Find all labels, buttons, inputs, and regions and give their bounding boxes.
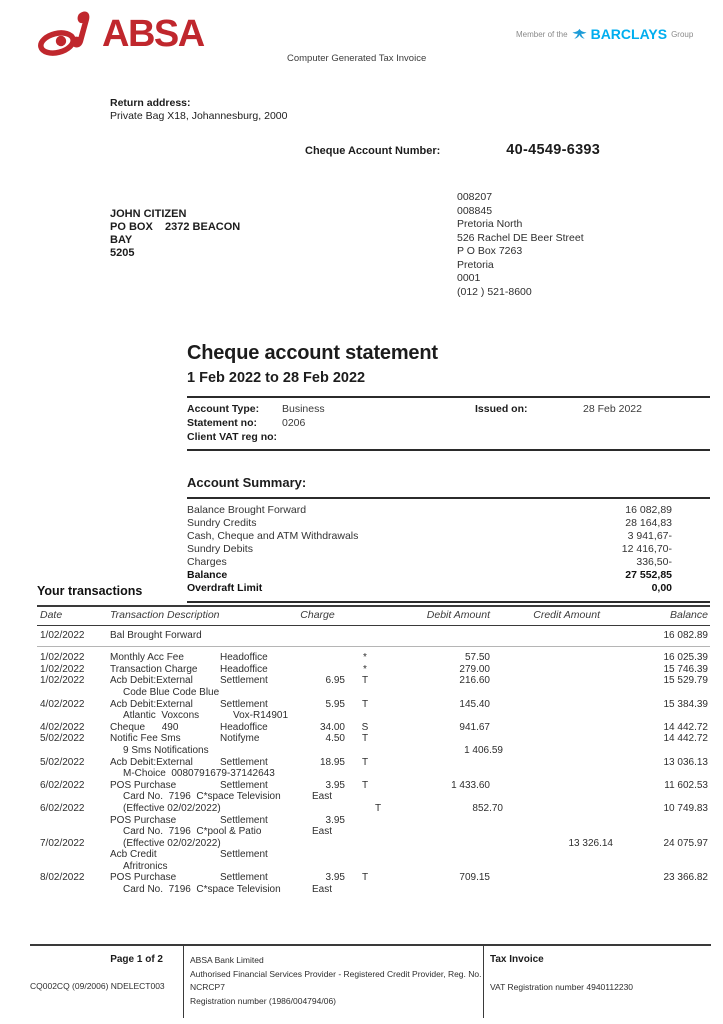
branch-address-line: P O Box 7263 — [457, 245, 523, 257]
cell-marker — [358, 745, 398, 757]
cheque-account-number — [305, 142, 600, 158]
cell-debit-amount — [398, 768, 503, 780]
transactions-table-body — [37, 626, 710, 896]
customer-address-line: 5205 — [110, 247, 135, 259]
cell-description: POS Purchase — [110, 872, 177, 884]
cell-charge: 3.95 — [325, 814, 345, 826]
cell-date: 1/02/2022 — [40, 663, 85, 675]
transaction-row — [37, 733, 710, 745]
cell-date — [37, 884, 110, 896]
cell-date: 6/02/2022 — [40, 779, 85, 791]
cell-balance — [613, 861, 710, 873]
cell-charge: East — [312, 884, 333, 896]
cell-description: Card No. 7196 C*space Television — [123, 884, 281, 896]
cell-debit-amount — [385, 815, 490, 827]
customer-address-block — [110, 208, 240, 260]
cell-description-detail — [233, 745, 303, 757]
cell-description-detail: Settlement — [220, 779, 268, 791]
footer-left — [30, 946, 183, 1018]
cell-charge — [290, 664, 345, 676]
bank-legal-line: ABSA Bank Limited — [190, 955, 264, 965]
info-row — [187, 430, 710, 444]
cell-description: Transaction Charge — [110, 663, 198, 675]
transaction-row — [37, 699, 710, 711]
account-summary-heading: Account Summary: — [187, 475, 710, 499]
summary-row — [187, 543, 710, 556]
transaction-row — [37, 815, 710, 827]
cell-marker — [358, 687, 398, 699]
cell-debit-amount: 941.67 — [459, 721, 490, 733]
cell-charge — [303, 803, 358, 815]
cell-debit-amount — [398, 710, 503, 722]
summary-value: 27 552,85 — [625, 569, 672, 581]
barclays-membership — [516, 26, 693, 42]
cell-date: 1/02/2022 — [40, 675, 85, 687]
cell-description: Bal Brought Forward — [110, 629, 202, 641]
member-suffix-label: Group — [671, 29, 694, 39]
cell-debit-amount: 57.50 — [464, 652, 490, 664]
bank-legal-line: Authorised Financial Services Provider - Registered Credit Provider, Reg. No. NCRCP7 — [190, 968, 482, 992]
cell-description-detail: Headoffice — [220, 663, 268, 675]
cell-marker: * — [363, 652, 367, 664]
cell-description: POS Purchase — [110, 779, 177, 791]
cell-credit-amount — [503, 745, 613, 757]
cell-balance: 10 749.83 — [663, 802, 708, 814]
cell-description: Atlantic Voxcons — [123, 710, 200, 722]
cell-charge: East — [312, 826, 333, 838]
client-vat-value — [297, 430, 490, 444]
cell-date: 6/02/2022 — [40, 802, 85, 814]
summary-label: Overdraft Limit — [187, 582, 263, 594]
cell-description-detail: Headoffice — [220, 721, 268, 733]
transaction-row — [37, 803, 710, 815]
cell-description: POS Purchase — [110, 814, 177, 826]
cell-marker: T — [361, 733, 369, 745]
return-address-value: Private Bag X18, Johannesburg, 2000 — [110, 110, 288, 122]
cell-description-detail: Notifyme — [220, 733, 260, 745]
cell-credit-amount — [490, 722, 600, 734]
document-subtitle: Computer Generated Tax Invoice — [287, 53, 427, 64]
cell-credit-amount — [490, 664, 600, 676]
info-row — [187, 416, 710, 430]
cell-date — [37, 849, 110, 861]
cell-description: Card No. 7196 C*pool & Patio — [123, 826, 262, 838]
cell-charge — [303, 745, 358, 757]
cell-debit-amount: 1 406.59 — [464, 744, 503, 756]
transaction-row — [37, 745, 710, 757]
cell-balance — [613, 710, 710, 722]
cell-description: Acb Debit:External — [110, 756, 193, 768]
col-header-date: Date — [40, 609, 63, 621]
col-header-balance: Balance — [670, 609, 708, 621]
transaction-row — [37, 722, 710, 734]
cell-debit-amount: 279.00 — [459, 663, 490, 675]
customer-address-line: PO BOX 2372 BEACON — [110, 221, 241, 233]
summary-label: Balance — [187, 569, 228, 581]
summary-value: 3 941,67- — [627, 530, 672, 542]
cell-credit-amount — [490, 815, 600, 827]
cell-credit-amount: 13 326.14 — [568, 837, 613, 849]
bank-legal-line: Registration number (1986/004794/06) — [190, 995, 337, 1006]
cell-charge: 18.95 — [319, 756, 345, 768]
cell-marker — [358, 838, 398, 850]
cell-balance: 15 746.39 — [663, 663, 708, 675]
transaction-row — [37, 768, 710, 780]
cell-charge — [303, 710, 358, 722]
statement-body — [187, 342, 710, 603]
cell-description-detail — [233, 803, 303, 815]
cell-description-detail: Settlement — [220, 698, 268, 710]
cell-charge — [303, 768, 358, 780]
absa-logo — [38, 10, 204, 58]
cell-date — [37, 826, 110, 838]
absa-wordmark: ABSA — [102, 13, 204, 55]
col-header-debit: Debit Amount — [426, 609, 490, 621]
footer-tax-box — [483, 946, 711, 1018]
summary-row — [187, 504, 710, 517]
branch-address-line: 008207 — [457, 191, 493, 203]
cell-balance: 15 529.79 — [663, 675, 708, 687]
cell-balance: 16 082.89 — [663, 629, 708, 641]
cell-marker — [367, 826, 407, 838]
cell-balance — [613, 768, 710, 780]
cell-marker: T — [361, 756, 369, 768]
cell-debit-amount: 216.60 — [459, 675, 490, 687]
cell-date: 4/02/2022 — [40, 698, 85, 710]
branch-address-line: 008845 — [457, 204, 493, 217]
cell-date: 8/02/2022 — [40, 872, 85, 884]
cell-charge — [290, 652, 345, 664]
cell-description: 9 Sms Notifications — [123, 744, 209, 756]
member-prefix-label: Member of the — [516, 29, 568, 39]
summary-value: 12 416,70- — [621, 543, 672, 555]
cell-marker — [367, 791, 407, 803]
cell-debit-amount — [398, 861, 503, 873]
branch-address-line: 526 Rachel DE Beer Street — [457, 231, 584, 244]
cell-credit-amount — [490, 733, 600, 745]
cell-date — [37, 745, 110, 757]
cell-balance: 13 036.13 — [663, 756, 708, 768]
cell-debit-amount: 1 433.60 — [451, 779, 490, 791]
cell-description-detail — [233, 861, 303, 873]
cell-charge: 34.00 — [319, 721, 345, 733]
cell-balance — [600, 815, 710, 827]
statement-period: 1 Feb 2022 to 28 Feb 2022 — [187, 370, 366, 386]
cell-marker — [358, 861, 398, 873]
cell-credit-amount — [490, 872, 600, 884]
cell-credit-amount — [490, 652, 600, 664]
cell-balance — [613, 687, 710, 699]
col-header-credit: Credit Amount — [533, 609, 600, 621]
cell-credit-amount — [503, 687, 613, 699]
cell-balance: 14 442.72 — [663, 733, 708, 745]
cell-charge: 3.95 — [325, 872, 345, 884]
cell-marker — [358, 768, 398, 780]
cell-description: (Effective 02/02/2022) — [123, 802, 221, 814]
cell-debit-amount: 145.40 — [459, 698, 490, 710]
info-row — [187, 402, 710, 416]
cell-balance — [622, 791, 710, 803]
tax-invoice-label: Tax Invoice — [490, 954, 544, 965]
cell-marker: T — [361, 675, 369, 687]
transaction-row — [37, 710, 710, 722]
cell-balance — [600, 849, 710, 861]
page-title: Cheque account statement — [187, 342, 438, 364]
cell-balance: 15 384.39 — [663, 698, 708, 710]
cell-date — [37, 687, 110, 699]
cell-date: 1/02/2022 — [40, 629, 85, 641]
cell-marker: S — [361, 721, 369, 733]
cell-marker: T — [374, 802, 382, 814]
statement-no-value: 0206 — [282, 417, 306, 429]
page-number: Page 1 of 2 — [110, 954, 163, 965]
return-address-label: Return address: — [110, 97, 191, 109]
cell-description: (Effective 02/02/2022) — [123, 837, 221, 849]
branch-address-line: Pretoria North — [457, 218, 523, 230]
cell-charge — [290, 630, 345, 642]
cell-description: Acb Debit:External — [110, 698, 193, 710]
cell-description-detail — [233, 687, 303, 699]
cell-credit-amount — [503, 710, 613, 722]
cell-description: Acb Debit:External — [110, 675, 193, 687]
cell-description-detail: Headoffice — [220, 652, 268, 664]
issued-on-value: 28 Feb 2022 — [583, 403, 642, 415]
cell-description-detail: Settlement — [220, 849, 268, 861]
cell-marker — [367, 884, 407, 896]
transaction-row — [37, 687, 710, 699]
form-code: CQ002CQ (09/2006) NDELECT003 — [30, 981, 165, 991]
summary-value: 28 164,83 — [625, 517, 672, 529]
cell-credit-amount — [490, 780, 600, 792]
account-number-label: Cheque Account Number: — [305, 145, 441, 157]
cell-charge: 6.95 — [325, 675, 345, 687]
cell-description: Cheque 490 — [110, 721, 179, 733]
cell-charge — [303, 687, 358, 699]
cell-description-detail — [220, 630, 290, 642]
cell-marker: T — [361, 872, 369, 884]
transaction-row — [37, 652, 710, 664]
transaction-row — [37, 872, 710, 884]
cell-balance: 16 025.39 — [663, 652, 708, 664]
summary-value: 0,00 — [651, 582, 672, 594]
cell-balance — [613, 745, 710, 757]
cell-charge — [290, 849, 345, 861]
transaction-row — [37, 780, 710, 792]
cell-date: 4/02/2022 — [40, 721, 85, 733]
summary-label: Balance Brought Forward — [187, 504, 307, 516]
cell-description-detail: Vox-R14901 — [233, 710, 289, 722]
cell-description-detail: Settlement — [220, 872, 268, 884]
cell-debit-amount: 852.70 — [472, 802, 503, 814]
cell-charge: 4.50 — [325, 733, 345, 745]
barclays-eagle-icon — [572, 28, 587, 41]
summary-label: Sundry Debits — [187, 543, 253, 555]
cell-marker: * — [363, 663, 367, 675]
transactions-table-header — [37, 605, 710, 626]
branch-address-line: (012 ) 521-8600 — [457, 285, 532, 298]
cell-balance — [622, 826, 710, 838]
col-header-description: Transaction Description — [110, 609, 220, 621]
customer-address-line: BAY — [110, 234, 133, 246]
page-footer — [30, 944, 711, 1018]
transaction-row — [37, 757, 710, 769]
branch-address-block — [457, 191, 584, 299]
cell-marker — [358, 710, 398, 722]
summary-value: 336,50- — [636, 556, 672, 568]
cell-description-detail — [233, 838, 303, 850]
issued-on-label: Issued on: — [475, 403, 528, 415]
cell-charge: 5.95 — [325, 698, 345, 710]
cell-charge — [303, 861, 358, 873]
client-vat-label: Client VAT reg no: — [187, 431, 278, 443]
cell-date — [37, 861, 110, 873]
cell-credit-amount — [490, 630, 600, 642]
transaction-row — [37, 675, 710, 687]
account-number-value: 40-4549-6393 — [506, 142, 601, 158]
cell-date — [37, 768, 110, 780]
cell-description-detail — [233, 791, 303, 803]
customer-address-line: JOHN CITIZEN — [110, 208, 187, 220]
cell-credit-amount — [512, 826, 622, 838]
cell-debit-amount — [385, 849, 490, 861]
transaction-row — [37, 838, 710, 850]
cell-marker — [345, 815, 385, 827]
cell-description: Card No. 7196 C*space Television — [123, 791, 281, 803]
statement-no-label: Statement no: — [187, 417, 258, 429]
cell-balance: 24 075.97 — [663, 837, 708, 849]
bank-legal-info — [183, 946, 483, 1018]
account-type-label: Account Type: — [187, 403, 260, 415]
statement-info-block — [187, 396, 710, 451]
cell-debit-amount — [398, 687, 503, 699]
cell-charge: East — [312, 791, 333, 803]
cell-date — [37, 791, 110, 803]
summary-label: Sundry Credits — [187, 517, 257, 529]
cell-marker — [345, 630, 385, 642]
cell-marker: T — [361, 779, 369, 791]
vat-registration-number: VAT Registration number 4940112230 — [490, 982, 634, 992]
cell-description-detail — [233, 826, 303, 838]
branch-address-line: 0001 — [457, 272, 481, 284]
barclays-wordmark: BARCLAYS — [590, 26, 668, 42]
transactions-heading: Your transactions — [37, 584, 143, 598]
transaction-row — [37, 664, 710, 676]
cell-debit-amount — [385, 757, 490, 769]
summary-label: Charges — [187, 556, 227, 568]
cell-credit-amount — [503, 768, 613, 780]
cell-debit-amount — [398, 838, 503, 850]
summary-value: 16 082,89 — [625, 504, 672, 516]
summary-row — [187, 569, 710, 582]
transaction-row — [37, 826, 710, 838]
branch-address-line: Pretoria — [457, 258, 494, 271]
cell-date: 7/02/2022 — [40, 837, 85, 849]
cell-description: Afritronics — [123, 860, 168, 872]
cell-balance: 11 602.53 — [664, 779, 708, 791]
cell-date: 5/02/2022 — [40, 756, 85, 768]
cell-credit-amount — [490, 757, 600, 769]
cell-debit-amount: 709.15 — [459, 872, 490, 884]
transaction-row — [37, 861, 710, 873]
cell-description-detail: Settlement — [220, 814, 268, 826]
cell-balance: 14 442.72 — [663, 721, 708, 733]
cell-charge — [303, 838, 358, 850]
cell-description: Monthly Acc Fee — [110, 652, 184, 664]
cell-description: Notific Fee Sms — [110, 733, 181, 745]
cell-credit-amount — [490, 849, 600, 861]
cell-debit-amount — [385, 733, 490, 745]
cell-description-detail: Settlement — [220, 756, 268, 768]
transaction-row — [37, 791, 710, 803]
summary-label: Cash, Cheque and ATM Withdrawals — [187, 530, 359, 542]
cell-credit-amount — [490, 699, 600, 711]
cell-marker: T — [361, 698, 369, 710]
transaction-row — [37, 884, 710, 896]
summary-row — [187, 517, 710, 530]
cell-date: 1/02/2022 — [40, 652, 85, 664]
cell-debit-amount — [407, 826, 512, 838]
cell-marker — [345, 849, 385, 861]
cell-debit-amount — [385, 630, 490, 642]
cell-credit-amount — [490, 675, 600, 687]
cell-description-detail: Settlement — [220, 675, 268, 687]
cell-credit-amount — [503, 861, 613, 873]
cell-date — [37, 710, 110, 722]
cell-description: Code Blue Code Blue — [123, 686, 220, 698]
cell-description-detail — [233, 768, 303, 780]
cell-balance — [622, 884, 710, 896]
cell-charge: 3.95 — [325, 779, 345, 791]
cell-credit-amount — [503, 803, 613, 815]
cell-debit-amount — [407, 884, 512, 896]
cell-balance: 23 366.82 — [663, 872, 708, 884]
account-type-value: Business — [282, 403, 325, 415]
cell-description-detail — [233, 884, 303, 896]
transactions-section — [37, 584, 710, 896]
absa-logo-icon — [38, 10, 98, 58]
cell-credit-amount — [512, 791, 622, 803]
cell-description: Acb Credit — [110, 849, 157, 861]
cell-description: M-Choice 0080791679-37142643 — [123, 768, 275, 780]
cell-date: 5/02/2022 — [40, 733, 85, 745]
col-header-charge: Charge — [300, 609, 335, 621]
cell-credit-amount — [512, 884, 622, 896]
summary-row — [187, 530, 710, 543]
cell-debit-amount — [407, 791, 512, 803]
summary-row — [187, 556, 710, 569]
cell-date — [37, 815, 110, 827]
return-address — [110, 97, 287, 123]
transaction-row — [37, 630, 710, 648]
transaction-row — [37, 849, 710, 861]
